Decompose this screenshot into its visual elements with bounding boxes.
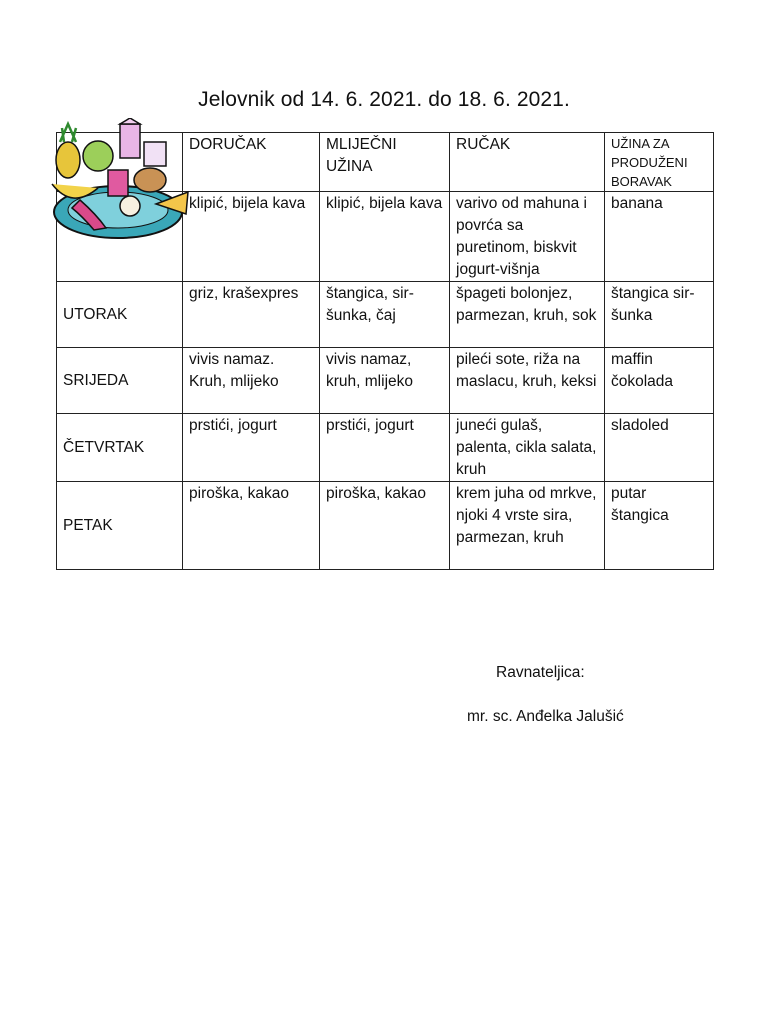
lunch-cell: krem juha od mrkve, njoki 4 vrste sira, parmezan, kruh xyxy=(450,482,605,570)
table-row xyxy=(57,282,714,348)
extended-snack-cell: štangica sir-šunka xyxy=(605,282,714,348)
table-row xyxy=(57,482,714,570)
breakfast-cell: vivis namaz. Kruh, mlijeko xyxy=(183,348,320,414)
lunch-cell: pileći sote, riža na maslacu, kruh, keksi xyxy=(450,348,605,414)
day-cell: UTORAK xyxy=(57,282,183,348)
milk-snack-cell: prstići, jogurt xyxy=(320,414,450,482)
milk-snack-cell: štangica, sir-šunka, čaj xyxy=(320,282,450,348)
page-title: Jelovnik od 14. 6. 2021. do 18. 6. 2021. xyxy=(198,88,570,111)
food-plate-illustration-icon xyxy=(46,118,196,246)
day-cell: PETAK xyxy=(57,482,183,570)
header-cell-lunch: RUČAK xyxy=(450,133,605,192)
header-cell-milk-snack: MLIJEČNI UŽINA xyxy=(320,133,450,192)
header-cell-extended-stay-snack: UŽINA ZA PRODUŽENI BORAVAK xyxy=(605,133,714,192)
day-cell: SRIJEDA xyxy=(57,348,183,414)
lunch-cell: juneći gulaš, palenta, cikla salata, kruh xyxy=(450,414,605,482)
lunch-cell: špageti bolonjez, parmezan, kruh, sok xyxy=(450,282,605,348)
milk-snack-cell: klipić, bijela kava xyxy=(320,192,450,282)
milk-snack-cell: piroška, kakao xyxy=(320,482,450,570)
breakfast-cell: piroška, kakao xyxy=(183,482,320,570)
lunch-cell: varivo od mahuna i povrća sa puretinom, biskvit jogurt-višnja xyxy=(450,192,605,282)
breakfast-cell: prstići, jogurt xyxy=(183,414,320,482)
signature-role: Ravnateljica: xyxy=(496,664,585,681)
extended-snack-cell: sladoled xyxy=(605,414,714,482)
extended-snack-cell: putar štangica xyxy=(605,482,714,570)
header-cell-breakfast: DORUČAK xyxy=(183,133,320,192)
signature-name: mr. sc. Anđelka Jalušić xyxy=(467,708,624,725)
breakfast-cell: klipić, bijela kava xyxy=(183,192,320,282)
milk-snack-cell: vivis namaz, kruh, mlijeko xyxy=(320,348,450,414)
day-cell: ČETVRTAK xyxy=(57,414,183,482)
table-row xyxy=(57,348,714,414)
breakfast-cell: griz, krašexpres xyxy=(183,282,320,348)
extended-snack-cell: banana xyxy=(605,192,714,282)
table-row xyxy=(57,414,714,482)
extended-snack-cell: maffin čokolada xyxy=(605,348,714,414)
